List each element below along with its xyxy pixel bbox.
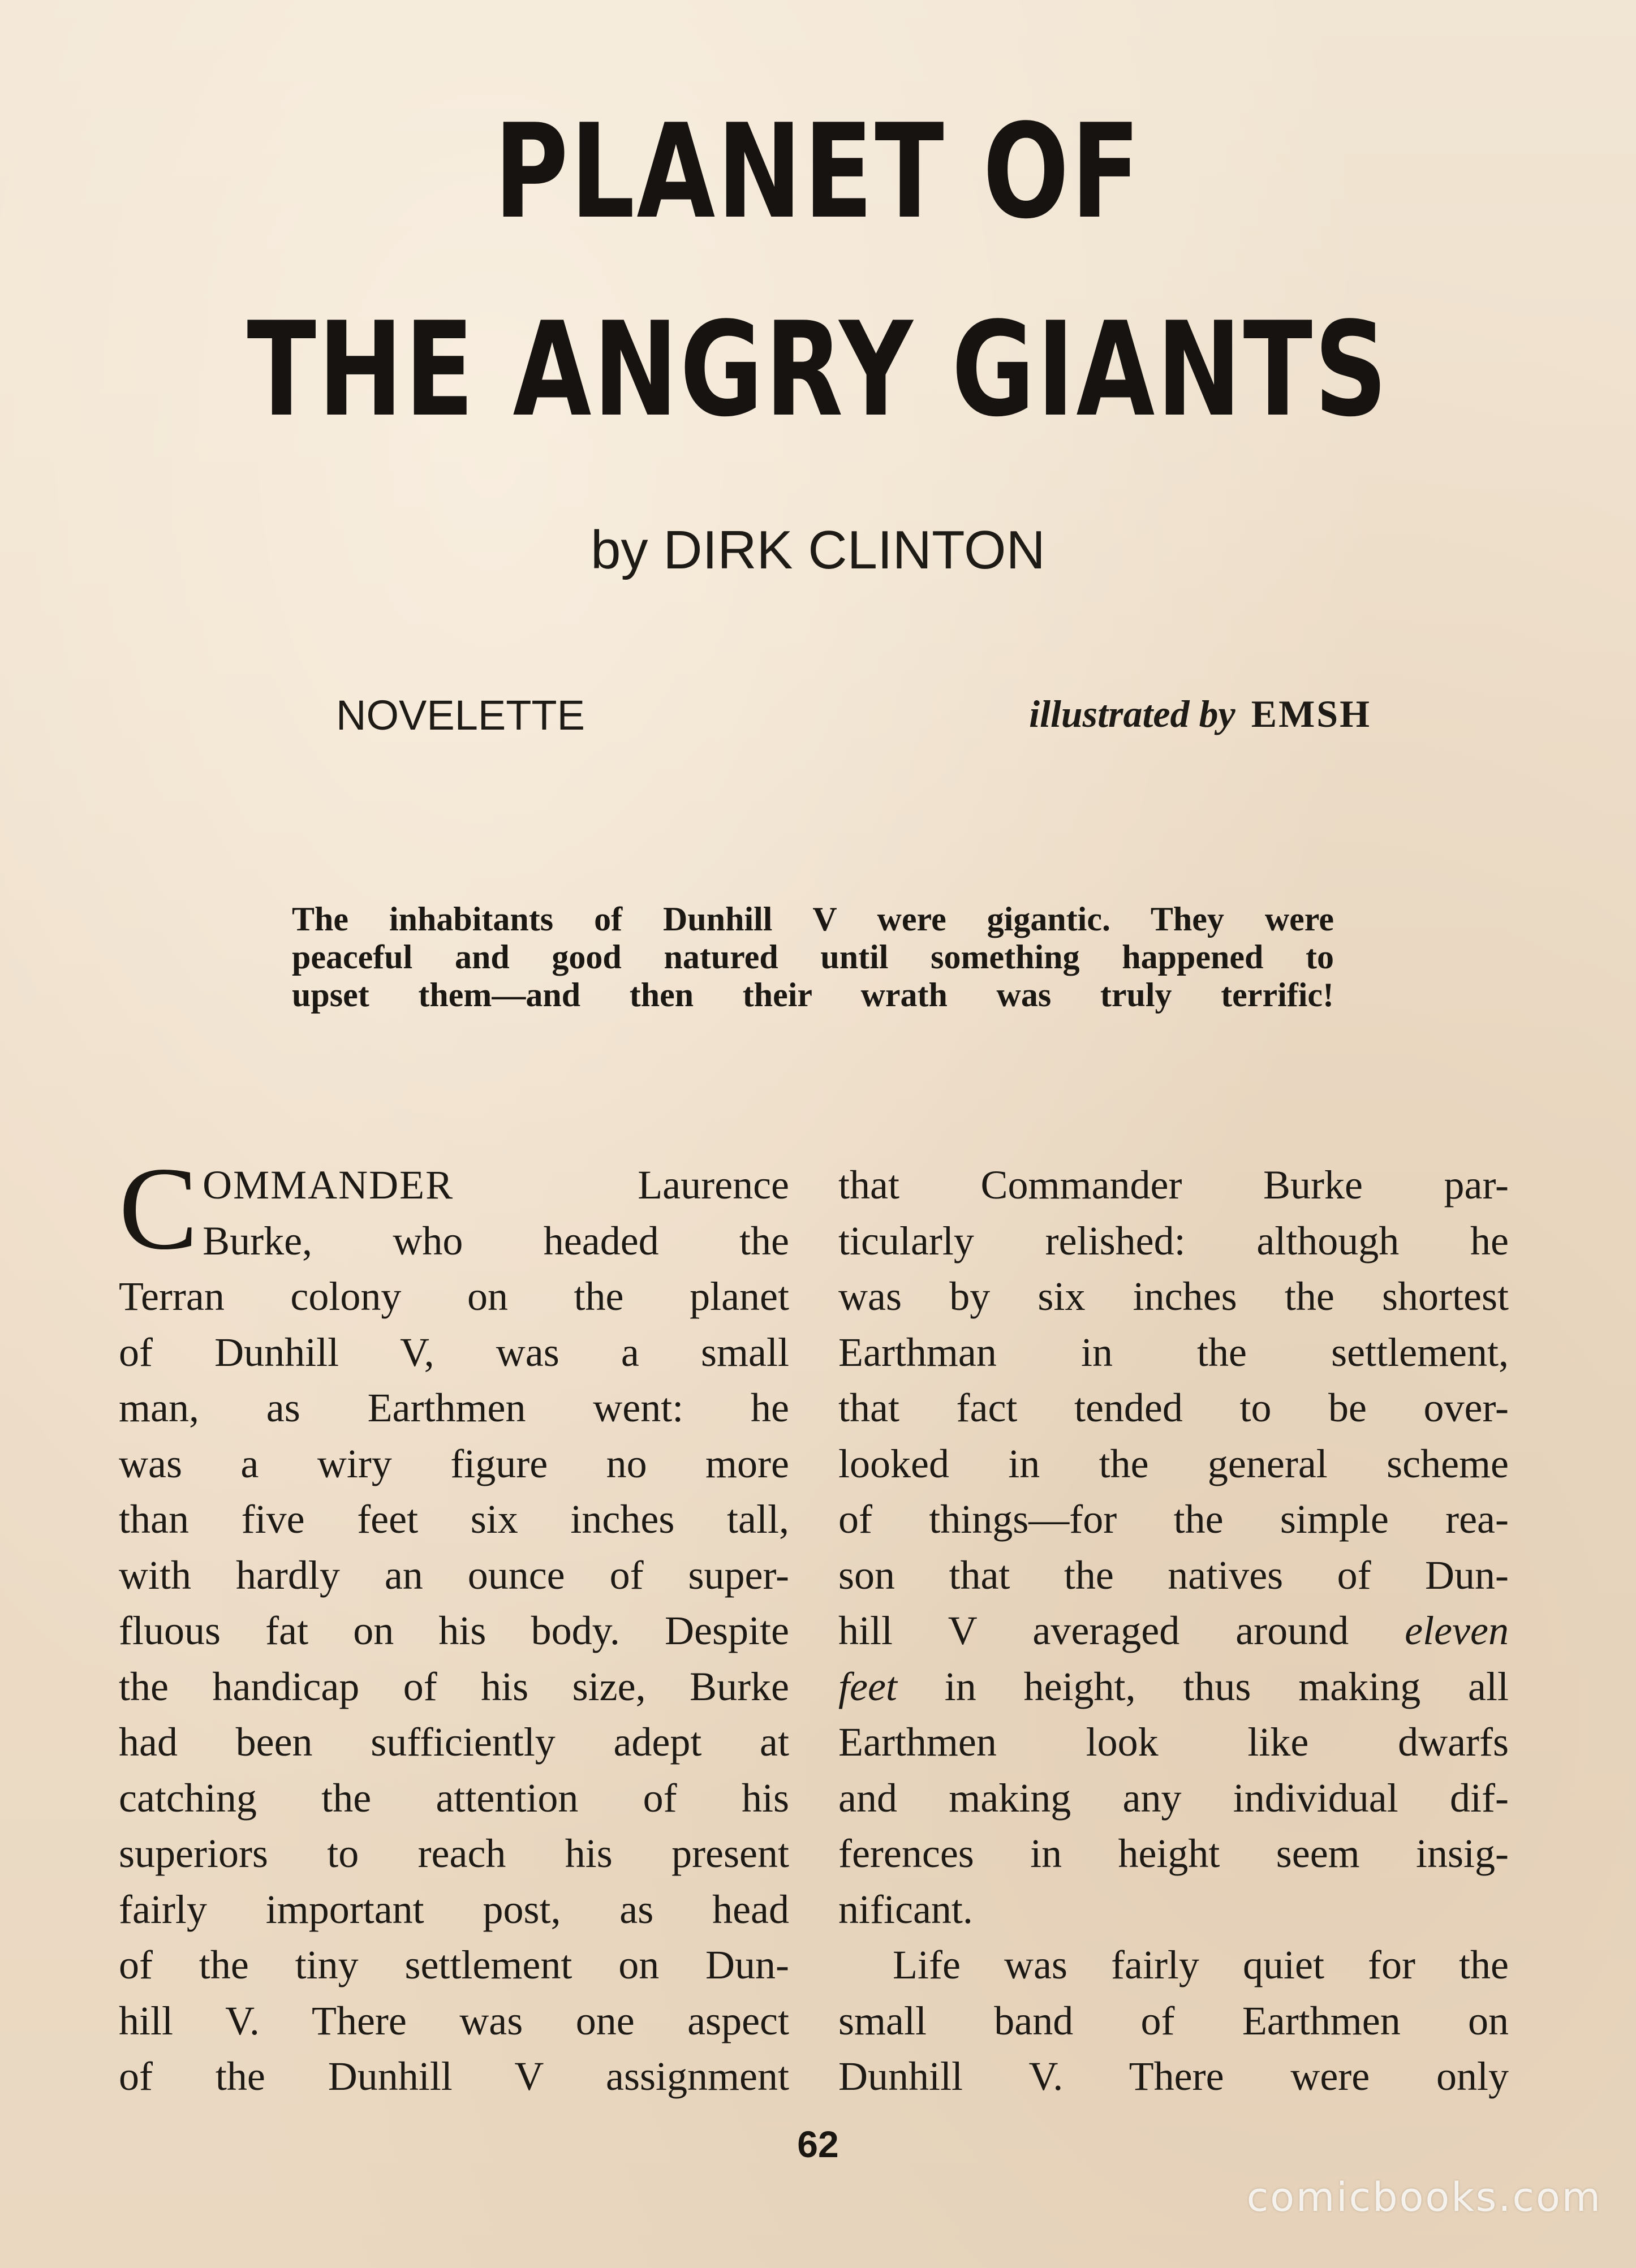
story-line-text: in height, thus making all [944, 1663, 1509, 1709]
blurb-line: upset them—and then their wrath was truly terrific! [292, 976, 1334, 1014]
story-line: with hardly an ounce of super- [119, 1552, 789, 1598]
story-column-right [838, 1157, 1509, 2105]
blurb-line: The inhabitants of Dunhill V were gigantic. They were [292, 900, 1334, 938]
story-line: small band of Earthmen on [838, 1998, 1509, 2043]
story-line: was a wiry figure no more [119, 1441, 789, 1486]
story-line: Terran colony on the planet [119, 1274, 789, 1319]
author-byline: by DIRK CLINTON [591, 520, 1045, 580]
story-line: looked in the general scheme [838, 1441, 1509, 1486]
drop-cap: C [119, 1143, 199, 1274]
story-line: of Dunhill V, was a small [119, 1329, 789, 1375]
story-line: was by six inches the shortest [838, 1274, 1509, 1319]
illustrator-label: illustrated by [1029, 692, 1235, 735]
story-line: Burke, who headed the [203, 1218, 789, 1264]
story-category: NOVELETTE [336, 692, 585, 739]
site-watermark: comicbooks.com [1246, 2174, 1602, 2220]
story-line: of the tiny settlement on Dun- [119, 1942, 789, 1987]
story-line: superiors to reach his present [119, 1831, 789, 1876]
story-line: had been sufficiently adept at [119, 1719, 789, 1765]
story-title-line-2: THE ANGRY GIANTS [247, 295, 1389, 446]
illustrator-credit [1029, 692, 1371, 735]
story-line: catching the attention of his [119, 1775, 789, 1821]
story-line-text: Laurence [638, 1162, 789, 1208]
story-line: ferences in height seem insig- [838, 1831, 1509, 1876]
italic-word: eleven [1405, 1608, 1509, 1653]
story-title-line-1: PLANET OF [494, 97, 1142, 248]
story-line: nificant. [838, 1886, 973, 1932]
first-word-rest: OMMANDER [203, 1162, 454, 1208]
story-line: ticularly relished: although he [838, 1218, 1509, 1264]
story-line: of the Dunhill V assignment [119, 2054, 789, 2099]
story-line: Dunhill V. There were only [838, 2054, 1509, 2099]
story-line-text: hill V averaged around [838, 1608, 1349, 1653]
story-line: that fact tended to be over- [838, 1385, 1509, 1430]
story-line: than five feet six inches tall, [119, 1497, 789, 1542]
story-line: fluous fat on his body. Despite [119, 1608, 789, 1653]
story-line: hill V. There was one aspect [119, 1998, 789, 2043]
illustrator-name: EMSH [1251, 692, 1371, 735]
story-line: son that the natives of Dun- [838, 1552, 1509, 1598]
story-column-left [119, 1143, 789, 2105]
story-line: of things—for the simple rea- [838, 1497, 1509, 1542]
story-line: the handicap of his size, Burke [119, 1663, 789, 1709]
story-line: Earthmen look like dwarfs [838, 1719, 1509, 1765]
story-line: and making any individual dif- [838, 1775, 1509, 1821]
story-blurb [292, 900, 1334, 1014]
story-line: man, as Earthmen went: he [119, 1385, 789, 1430]
blurb-line: peaceful and good natured until something happened to [292, 938, 1334, 976]
page-number: 62 [797, 2123, 839, 2165]
story-line: Earthman in the settlement, [838, 1329, 1509, 1375]
story-line: fairly important post, as head [119, 1886, 789, 1932]
story-line [119, 1157, 789, 1213]
story-line [838, 1603, 1509, 1659]
story-line: Life was fairly quiet for the [893, 1942, 1509, 1987]
story-line: that Commander Burke par- [838, 1162, 1509, 1208]
italic-word: feet [838, 1663, 897, 1709]
story-line [838, 1659, 1509, 1715]
